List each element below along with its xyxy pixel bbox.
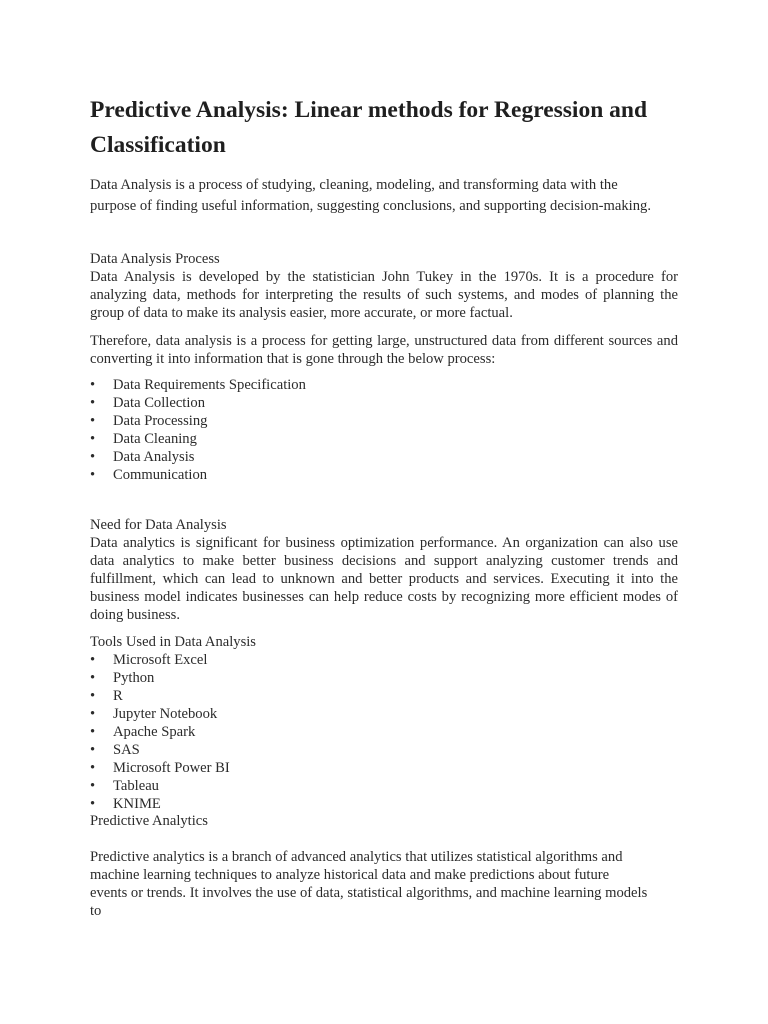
list-item [90, 651, 230, 669]
bullet-icon: • [90, 778, 96, 794]
list-item [90, 466, 306, 484]
list-item-label: Microsoft Power BI [113, 760, 230, 776]
list-item [90, 430, 306, 448]
list-item [90, 723, 230, 741]
list-item [90, 741, 230, 759]
bullet-icon: • [90, 413, 96, 429]
bullet-icon: • [90, 742, 96, 758]
list-item-label: Data Analysis [113, 449, 195, 465]
bullet-icon: • [90, 431, 96, 447]
list-item-label: SAS [113, 742, 140, 758]
document-title: Predictive Analysis: Linear methods for Regression and Classification [90, 97, 648, 158]
bullet-icon: • [90, 395, 96, 411]
list-item-label: Jupyter Notebook [113, 706, 218, 722]
intro-paragraph: Data Analysis is a process of studying, cleaning, modeling, and transforming data with the purpose of finding useful information, suggesting conclusions, and supporting decision-making. [90, 177, 651, 214]
bullet-icon: • [90, 670, 96, 686]
list-item-label: Python [113, 670, 155, 686]
bullet-icon: • [90, 449, 96, 465]
process-paragraph: Data Analysis is developed by the statistician John Tukey in the 1970s. It is a procedure for analyzing data, methods for interpreting the results of such systems, and modes of planning the group of data to make its analysis easier, more accurate, or more factual. [90, 269, 678, 321]
bullet-icon: • [90, 652, 96, 668]
predictive-paragraph: Predictive analytics is a branch of advanced analytics that utilizes statistical algorithms and machine learning techniques to analyze historical data and make predictions about future events or trends. It involves the use of data, statistical algorithms, and machine learning models to [90, 849, 648, 919]
list-item [90, 705, 230, 723]
list-item-label: R [113, 688, 123, 704]
list-item [90, 795, 230, 813]
predictive-heading: Predictive Analytics [90, 813, 208, 829]
list-item-label: Data Requirements Specification [113, 377, 306, 393]
list-item-label: Data Collection [113, 395, 205, 411]
list-item [90, 777, 230, 795]
list-item-label: Apache Spark [113, 724, 196, 740]
therefore-paragraph: Therefore, data analysis is a process for getting large, unstructured data from different sources and converting it into information that is gone through the below process: [90, 333, 678, 367]
bullet-icon: • [90, 706, 96, 722]
list-item [90, 412, 306, 430]
tools-heading: Tools Used in Data Analysis [90, 634, 256, 650]
tools-list [90, 651, 230, 813]
need-heading: Need for Data Analysis [90, 517, 227, 533]
bullet-icon: • [90, 688, 96, 704]
list-item [90, 759, 230, 777]
list-item [90, 376, 306, 394]
process-steps-list [90, 376, 306, 484]
list-item-label: Tableau [113, 778, 159, 794]
list-item [90, 448, 306, 466]
bullet-icon: • [90, 796, 96, 812]
bullet-icon: • [90, 724, 96, 740]
list-item-label: Microsoft Excel [113, 652, 208, 668]
bullet-icon: • [90, 760, 96, 776]
list-item-label: Data Cleaning [113, 431, 197, 447]
process-heading: Data Analysis Process [90, 251, 220, 267]
list-item [90, 687, 230, 705]
need-paragraph: Data analytics is significant for business optimization performance. An organization can also use data analytics to make better business decisions and support analyzing customer trends and fulfillment, which can lead to unknown and better products and services. Executing it into the business model indicates businesses can help reduce costs by recognizing more efficient modes of doing business. [90, 535, 678, 623]
list-item [90, 394, 306, 412]
bullet-icon: • [90, 377, 96, 393]
list-item-label: Communication [113, 467, 208, 483]
list-item-label: KNIME [113, 796, 161, 812]
list-item-label: Data Processing [113, 413, 208, 429]
list-item [90, 669, 230, 687]
bullet-icon: • [90, 467, 96, 483]
